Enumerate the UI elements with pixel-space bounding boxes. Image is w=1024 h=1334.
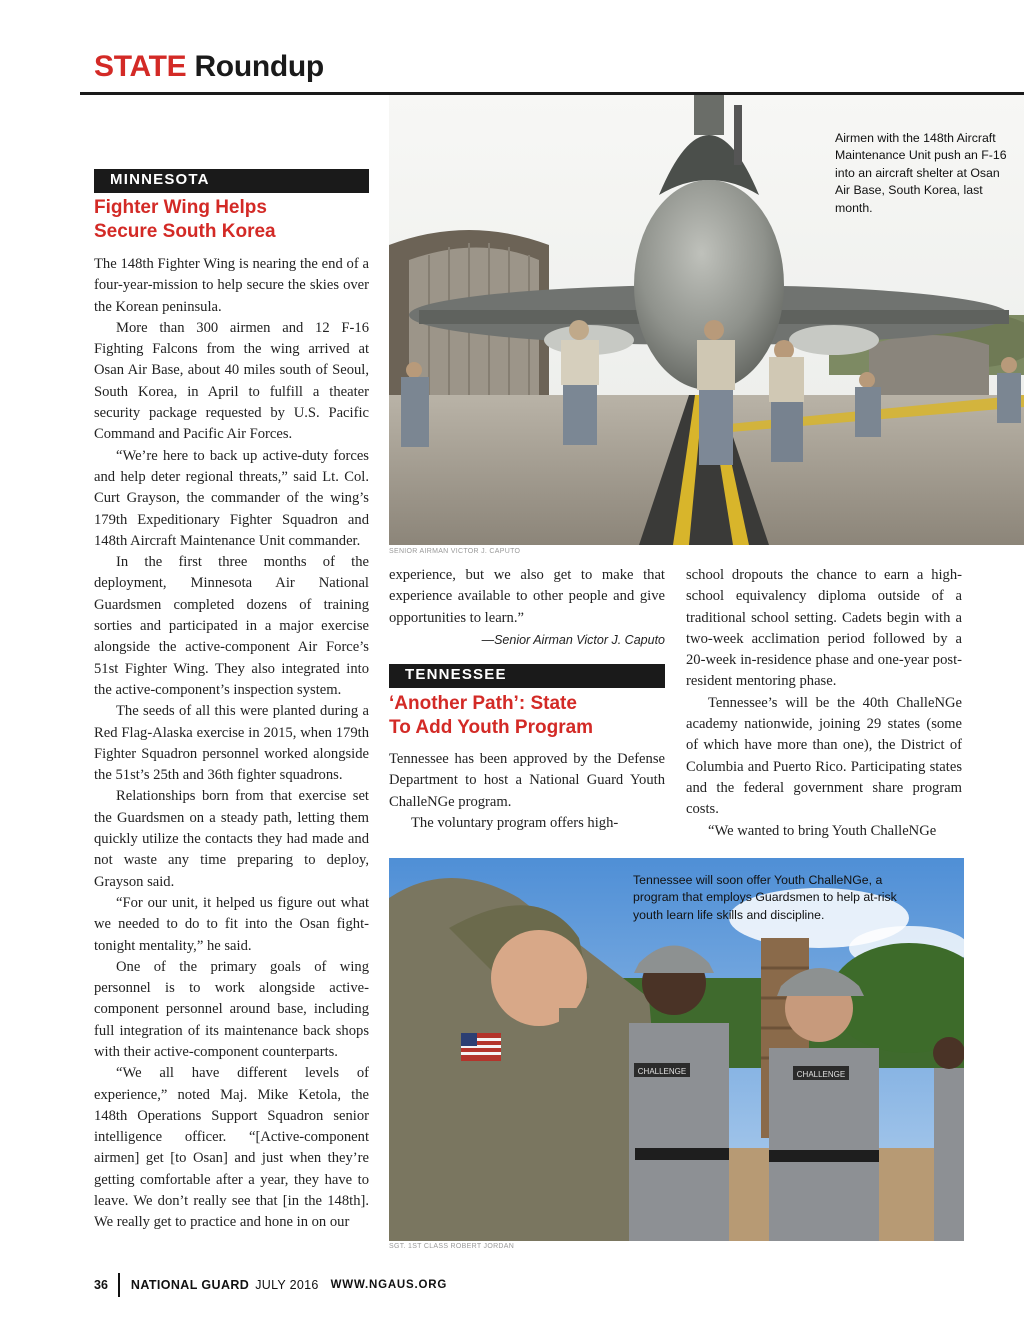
article-minnesota-column — [94, 254, 369, 1234]
footer-separator — [118, 1273, 120, 1297]
page-footer — [94, 1273, 447, 1297]
headline-minnesota — [94, 196, 369, 244]
section-title-rest: Roundup — [194, 50, 324, 83]
issue-date: JULY 2016 — [255, 1278, 319, 1292]
section-title-accent: STATE — [94, 50, 187, 83]
headline-minnesota-line2: Secure South Korea — [94, 221, 276, 242]
magazine-name: NATIONAL GUARD — [130, 1278, 250, 1292]
section-title — [94, 50, 324, 84]
article-paragraph: “We all have different levels of experience,” noted Maj. Mike Ketola, the 148th Operations Support Squadron senior intelligence officer. “[Active-component airmen] get [to Osan] and just when they’re getting comfortable after a year, they have to leave. We don’t really see that [in the 148th]. We really get to practice and hone in on our — [94, 1065, 369, 1231]
headline-tennessee-line1: ‘Another Path’: State — [389, 693, 577, 714]
article-attribution: —Senior Airman Victor J. Caputo — [481, 632, 665, 647]
article-paragraph: One of the primary goals of wing personnel is to work alongside active-component personnel around base, including full integration of its maintenance back shops with their active-component counterparts. — [94, 958, 369, 1060]
article-paragraph: “We’re here to back up active-duty forces and help deter regional threats,” said Lt. Col. Curt Grayson, the commander of the wing’s 179th Expeditionary Fighter Squadron and 148th Aircraft Maintenance Unit commander. — [94, 447, 369, 549]
patch-text-right: CHALLENGE — [796, 1070, 846, 1079]
article-paragraph: The 148th Fighter Wing is nearing the end of a four-year-mission to help secure the skies over the Korean peninsula. — [94, 256, 369, 315]
article-paragraph: “For our unit, it helped us figure out what we needed to do to fit into the Osan fight-tonight mentality,” he said. — [94, 894, 369, 954]
photo-f16-caption: Airmen with the 148th Aircraft Maintenance Unit push an F-16 into an aircraft shelter at Osan Air Base, South Korea, last month. — [835, 131, 1007, 215]
article-paragraph: In the first three months of the deployment, Minnesota Air National Guardsmen completed dozens of training sorties and participated in a major exercise alongside the active-component Air Force’s 51st Fighter Wing. They also integrated into the active-component’s inspection system. — [94, 554, 369, 698]
photo-youth-credit: SGT. 1ST CLASS ROBERT JORDAN — [389, 1243, 515, 1250]
state-label-tennessee: TENNESSEE — [389, 664, 665, 688]
photo-f16-credit: SENIOR AIRMAN VICTOR J. CAPUTO — [389, 548, 521, 555]
article-tennessee-column-mid — [389, 749, 665, 834]
article-paragraph: The voluntary program offers high- — [411, 814, 619, 831]
article-minnesota-continued — [389, 565, 665, 651]
article-paragraph: The seeds of all this were planted during a Red Flag-Alaska exercise in 2015, when 179th Fighter Squadron personnel worked alongside the 51st’s 25th and 36th fighter squadrons. — [94, 703, 369, 784]
article-paragraph: More than 300 airmen and 12 F-16 Fighting Falcons from the wing arrived at Osan Air Base, about 40 miles south of Seoul, South Korea, in April to fulfill a theater security package requested by U.S. Pacific Command and Pacific Air Forces. — [94, 319, 369, 443]
photo-youth-caption: Tennessee will soon offer Youth ChalleNGe, a program that employs Guardsmen to help at-risk youth learn life skills and discipline. — [633, 873, 897, 922]
article-paragraph: school dropouts the chance to earn a high-school equivalency diploma outside of a traditional school setting. Cadets begin with a two-week acclimation period followed by a 20-week in-residence phase and one-year post-resident mentoring phase. — [686, 567, 962, 690]
headline-minnesota-line1: Fighter Wing Helps — [94, 197, 267, 218]
article-paragraph: Tennessee has been approved by the Defense Department to host a National Guard Youth ChalleNGe program. — [389, 751, 665, 810]
headline-tennessee — [389, 692, 665, 740]
article-paragraph: Relationships born from that exercise set the Guardsmen on a steady path, letting them quickly utilize the contacts they had made and not waste any time preparing to deploy, Grayson said. — [94, 788, 369, 890]
patch-text-left: CHALLENGE — [637, 1067, 687, 1076]
article-paragraph: Tennessee’s will be the 40th ChalleNGe academy nationwide, joining 29 states (some of which have more than one), the District of Columbia and Puerto Rico. Participating states and the federal government share program costs. — [686, 694, 962, 818]
headline-tennessee-line2: To Add Youth Program — [389, 717, 594, 738]
article-paragraph: experience, but we also get to make that experience available to other people and give opportunities to learn.” — [389, 567, 665, 626]
page-number: 36 — [94, 1278, 108, 1292]
website-url: WWW.NGAUS.ORG — [330, 1279, 448, 1291]
article-tennessee-column-right — [686, 565, 962, 842]
state-label-minnesota: MINNESOTA — [94, 169, 369, 193]
article-paragraph: “We wanted to bring Youth ChalleNGe — [708, 822, 937, 839]
